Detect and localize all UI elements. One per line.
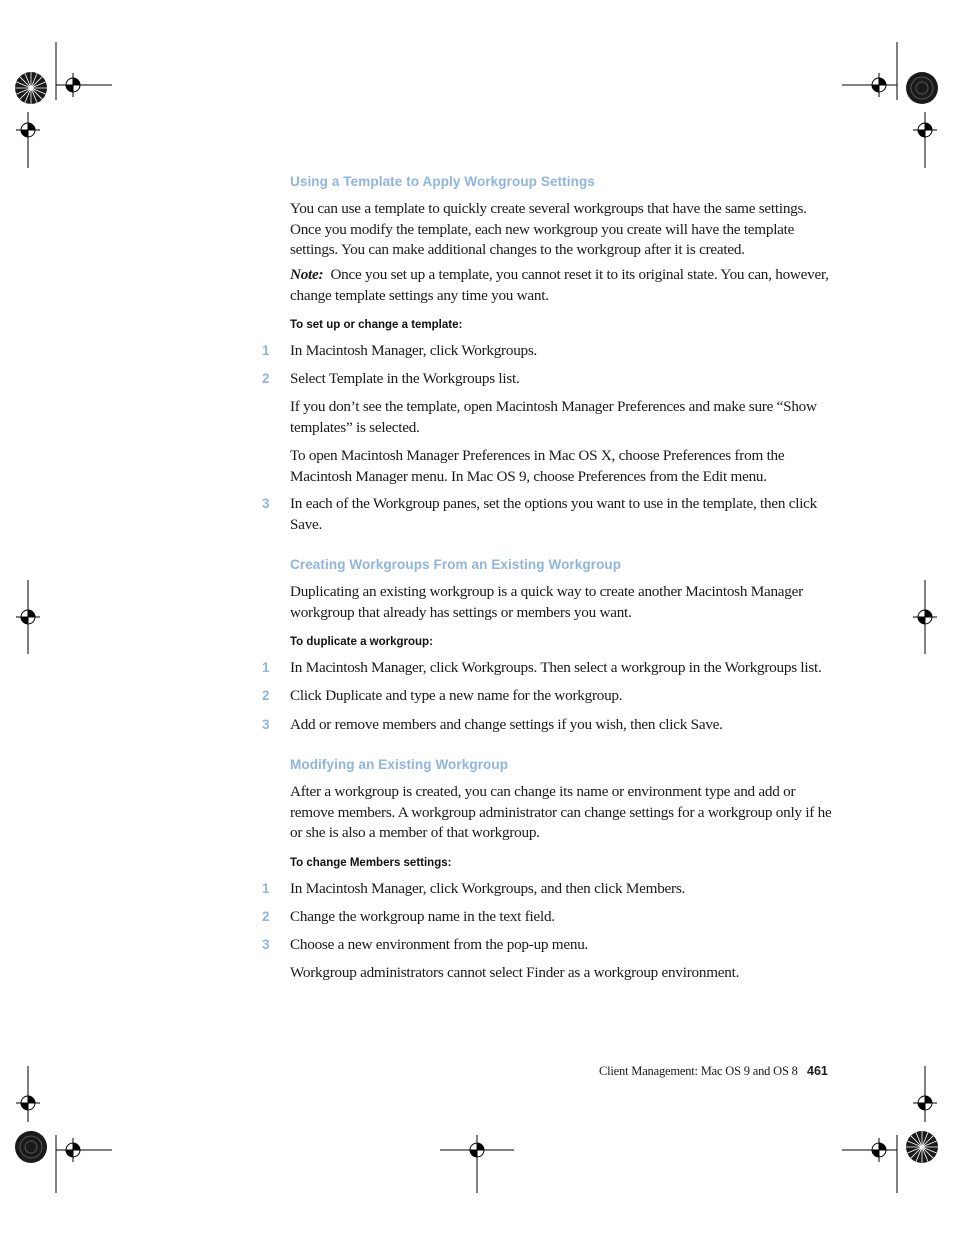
step-detail: To open Macintosh Manager Preferences in Mac OS X, choose Preferences from the Macintosh Manager menu. In Mac OS 9, choose Preferences from the Edit menu. xyxy=(290,447,785,485)
step-detail: If you don’t see the template, open Macintosh Manager Preferences and make sure “Show templates” is selected. xyxy=(290,398,817,436)
step-number: 3 xyxy=(262,496,270,511)
step-number: 2 xyxy=(262,909,270,924)
section-intro-duplicate: Duplicating an existing workgroup is a quick way to create another Macintosh Manager workgroup that already has settings or members you want. xyxy=(290,583,803,621)
step-text: In Macintosh Manager, click Workgroups. xyxy=(290,342,538,359)
procedure-label-template: To set up or change a template: xyxy=(290,319,463,331)
step-number: 3 xyxy=(262,937,270,952)
step-number: 2 xyxy=(262,371,270,386)
note-label: Note: xyxy=(290,266,324,283)
step-number: 1 xyxy=(262,881,270,896)
footer-chapter-title: Client Management: Mac OS 9 and OS 8 xyxy=(599,1064,798,1078)
section-heading-modify: Modifying an Existing Workgroup xyxy=(290,757,509,772)
ring-mark-icon xyxy=(15,1131,47,1163)
step-text: In Macintosh Manager, click Workgroups. Then select a workgroup in the Workgroups list. xyxy=(290,659,822,676)
note-text: Once you set up a template, you cannot reset it to its original state. You can, however, change template settings any time you want. xyxy=(290,266,829,304)
ring-mark-icon xyxy=(906,72,938,104)
section-heading-template: Using a Template to Apply Workgroup Settings xyxy=(290,174,595,189)
step-detail: Workgroup administrators cannot select Finder as a workgroup environment. xyxy=(290,964,740,981)
step-text: In each of the Workgroup panes, set the options you want to use in the template, then click Save. xyxy=(290,495,817,533)
step-text: Choose a new environment from the pop-up menu. xyxy=(290,936,589,953)
step-text: Click Duplicate and type a new name for the workgroup. xyxy=(290,687,623,704)
procedure-label-members: To change Members settings: xyxy=(290,857,452,869)
section-heading-duplicate: Creating Workgroups From an Existing Workgroup xyxy=(290,557,622,572)
starburst-mark-icon xyxy=(906,1131,938,1163)
step-text: Add or remove members and change settings if you wish, then click Save. xyxy=(290,716,723,733)
page-number: 461 xyxy=(807,1064,828,1078)
section-intro-modify: After a workgroup is created, you can change its name or environment type and add or remove members. A workgroup administrator can change settings for a workgroup only if he or she is also a member of that workgroup. xyxy=(290,783,832,841)
section-intro-template: You can use a template to quickly create several workgroups that have the same settings. Once you modify the template, each new workgroup you create will have the template settings. You can make additional changes to the workgroup after it is created. xyxy=(290,200,807,258)
starburst-mark-icon xyxy=(15,72,47,104)
note-paragraph xyxy=(290,265,835,306)
step-text: In Macintosh Manager, click Workgroups, and then click Members. xyxy=(290,880,686,897)
procedure-label-duplicate: To duplicate a workgroup: xyxy=(290,636,433,648)
step-number: 1 xyxy=(262,343,270,358)
step-text: Change the workgroup name in the text field. xyxy=(290,908,555,925)
step-number: 1 xyxy=(262,660,270,675)
step-number: 3 xyxy=(262,717,270,732)
step-text: Select Template in the Workgroups list. xyxy=(290,370,520,387)
step-number: 2 xyxy=(262,688,270,703)
